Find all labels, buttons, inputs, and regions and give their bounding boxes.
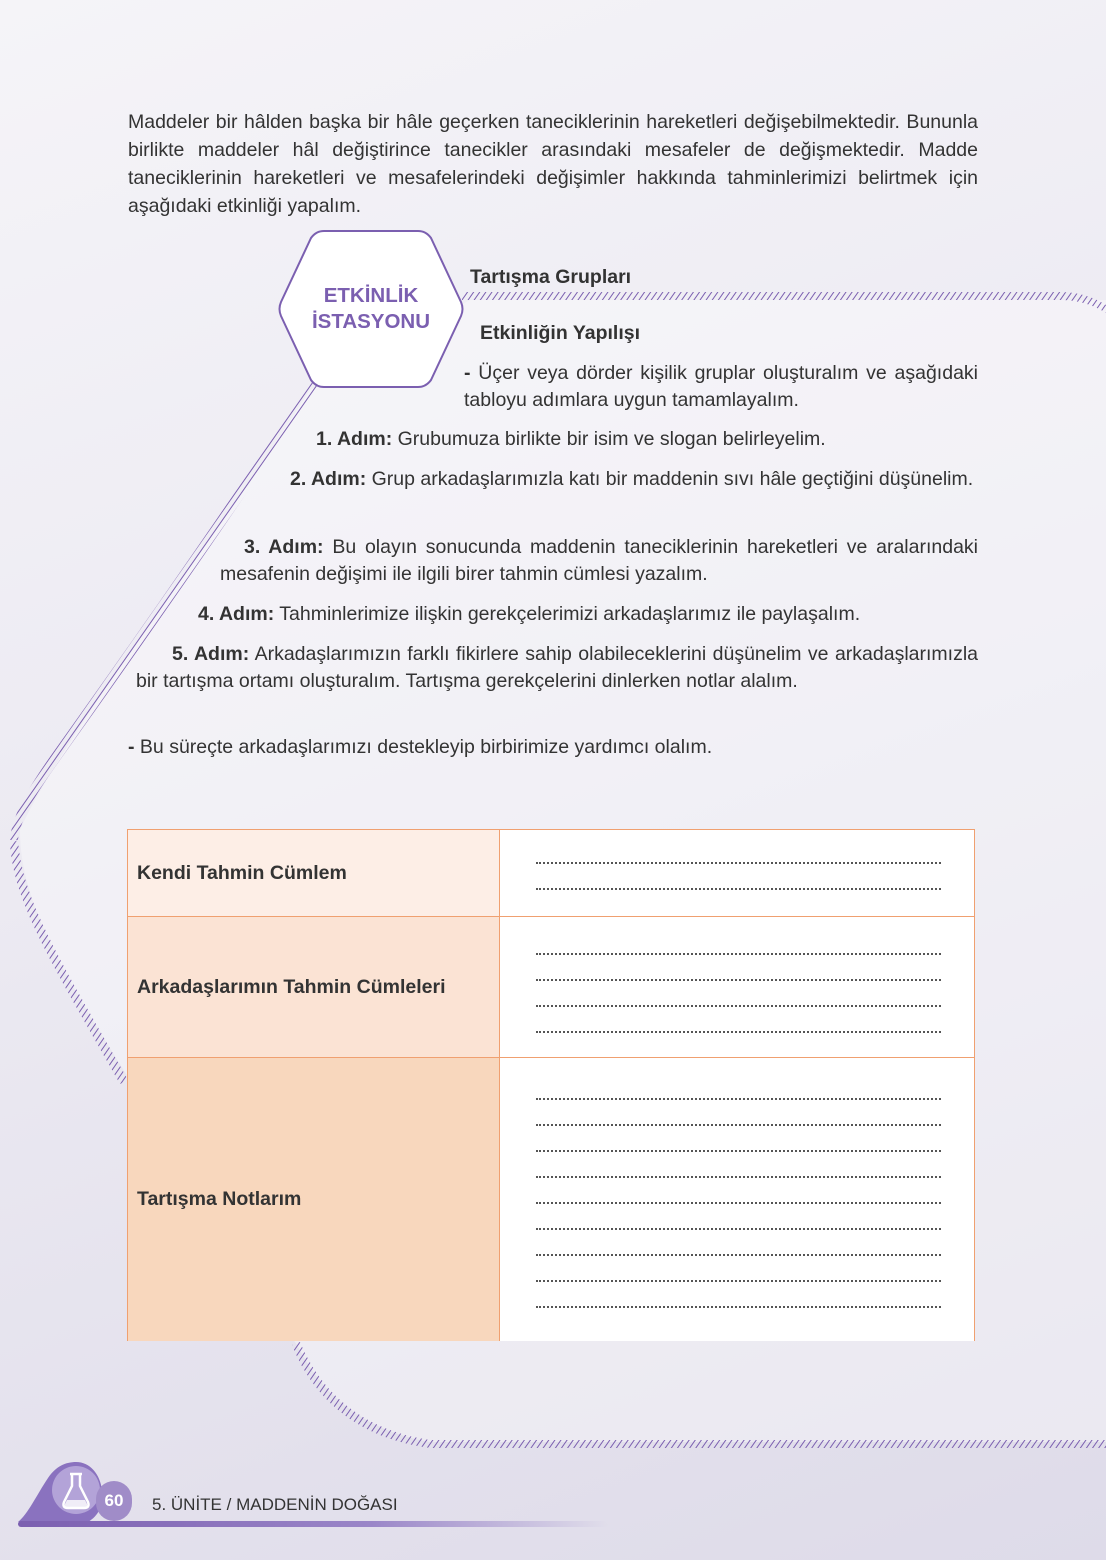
heading-discussion-groups: Tartışma Grupları xyxy=(470,266,632,288)
step-5-text: Arkadaşlarımızın farklı fikirlere sahip olabileceklerini düşünelim ve arkadaşlarımızla bir tartışma ortamı oluşturalım. Tartışma gerekçelerini dinlerken notlar alalım. xyxy=(136,643,979,692)
step-4-text: Tahminlerimize ilişkin gerekçelerimizi arkadaşlarımız ile paylaşalım. xyxy=(279,603,861,625)
step-4 xyxy=(198,601,978,628)
answer-line[interactable] xyxy=(536,1124,941,1126)
answer-line[interactable] xyxy=(536,1150,941,1152)
closing-note-text: Bu süreçte arkadaşlarımızı destekleyip birbirimize yardımcı olalım. xyxy=(139,736,713,758)
step-2-label: 2. Adım: xyxy=(290,468,367,490)
instruction-intro-text: Üçer veya dörder kişilik gruplar oluşturalım ve aşağıdaki tabloyu adımlara uygun tamamlayalım. xyxy=(464,362,978,411)
answer-area[interactable] xyxy=(500,830,974,916)
step-4-label: 4. Adım: xyxy=(198,603,275,625)
step-3-text: Bu olayın sonucunda maddenin taneciklerinin hareketleri ve aralarındaki mesafenin değişimi ile ilgili birer tahmin cümlesi yazalım. xyxy=(220,536,979,585)
page-number: 60 xyxy=(96,1481,132,1521)
badge-line-2: İSTASYONU xyxy=(311,310,431,333)
table-row xyxy=(128,916,974,1058)
heading-how-to: Etkinliğin Yapılışı xyxy=(480,322,641,344)
prediction-table xyxy=(127,829,975,1341)
answer-line[interactable] xyxy=(536,862,941,864)
step-5-label: 5. Adım: xyxy=(172,643,250,665)
flask-icon xyxy=(18,1456,110,1526)
unit-title: 5. ÜNİTE / MADDENİN DOĞASI xyxy=(152,1495,398,1514)
answer-line[interactable] xyxy=(536,888,941,890)
answer-line[interactable] xyxy=(536,1280,941,1282)
answer-area[interactable] xyxy=(500,917,974,1058)
step-5 xyxy=(136,641,978,695)
badge-title xyxy=(276,283,466,335)
step-2-text: Grup arkadaşlarımızla katı bir maddenin sıvı hâle geçtiğini düşünelim. xyxy=(371,468,974,490)
row-label: Kendi Tahmin Cümlem xyxy=(128,830,500,916)
closing-note xyxy=(128,734,978,761)
step-2 xyxy=(290,466,978,493)
dash: - xyxy=(128,736,135,758)
instruction-intro xyxy=(464,360,978,414)
answer-line[interactable] xyxy=(536,1098,941,1100)
answer-line[interactable] xyxy=(536,1005,941,1007)
answer-line[interactable] xyxy=(536,1176,941,1178)
answer-line[interactable] xyxy=(536,1202,941,1204)
answer-line[interactable] xyxy=(536,979,941,981)
answer-line[interactable] xyxy=(536,1306,941,1308)
answer-line[interactable] xyxy=(536,1228,941,1230)
badge-line-1: ETKİNLİK xyxy=(323,284,419,307)
footer-bar xyxy=(18,1521,608,1527)
row-label: Tartışma Notlarım xyxy=(128,1058,500,1341)
step-1 xyxy=(316,426,978,453)
intro-paragraph: Maddeler bir hâlden başka bir hâle geçerken taneciklerinin hareketleri değişebilmektedir. Bununla birlikte maddeler hâl değiştirince tanecikler arasındaki mesafeler de değişmektedir. Madde taneciklerinin hareketleri ve mesafelerindeki değişimler hakkında tahminlerimizi belirtmek için aşağıdaki etkinliği yapalım. xyxy=(128,111,978,217)
answer-line[interactable] xyxy=(536,953,941,955)
answer-line[interactable] xyxy=(536,1254,941,1256)
row-label: Arkadaşlarımın Tahmin Cümleleri xyxy=(128,917,500,1058)
answer-area[interactable] xyxy=(500,1058,974,1341)
table-row xyxy=(128,830,974,916)
step-3 xyxy=(220,534,978,588)
step-1-label: 1. Adım: xyxy=(316,428,393,450)
answer-line[interactable] xyxy=(536,1031,941,1033)
table-row xyxy=(128,1057,974,1341)
step-1-text: Grubumuza birlikte bir isim ve slogan belirleyelim. xyxy=(397,428,826,450)
step-3-label: 3. Adım: xyxy=(244,536,324,558)
dash: - xyxy=(464,362,471,384)
